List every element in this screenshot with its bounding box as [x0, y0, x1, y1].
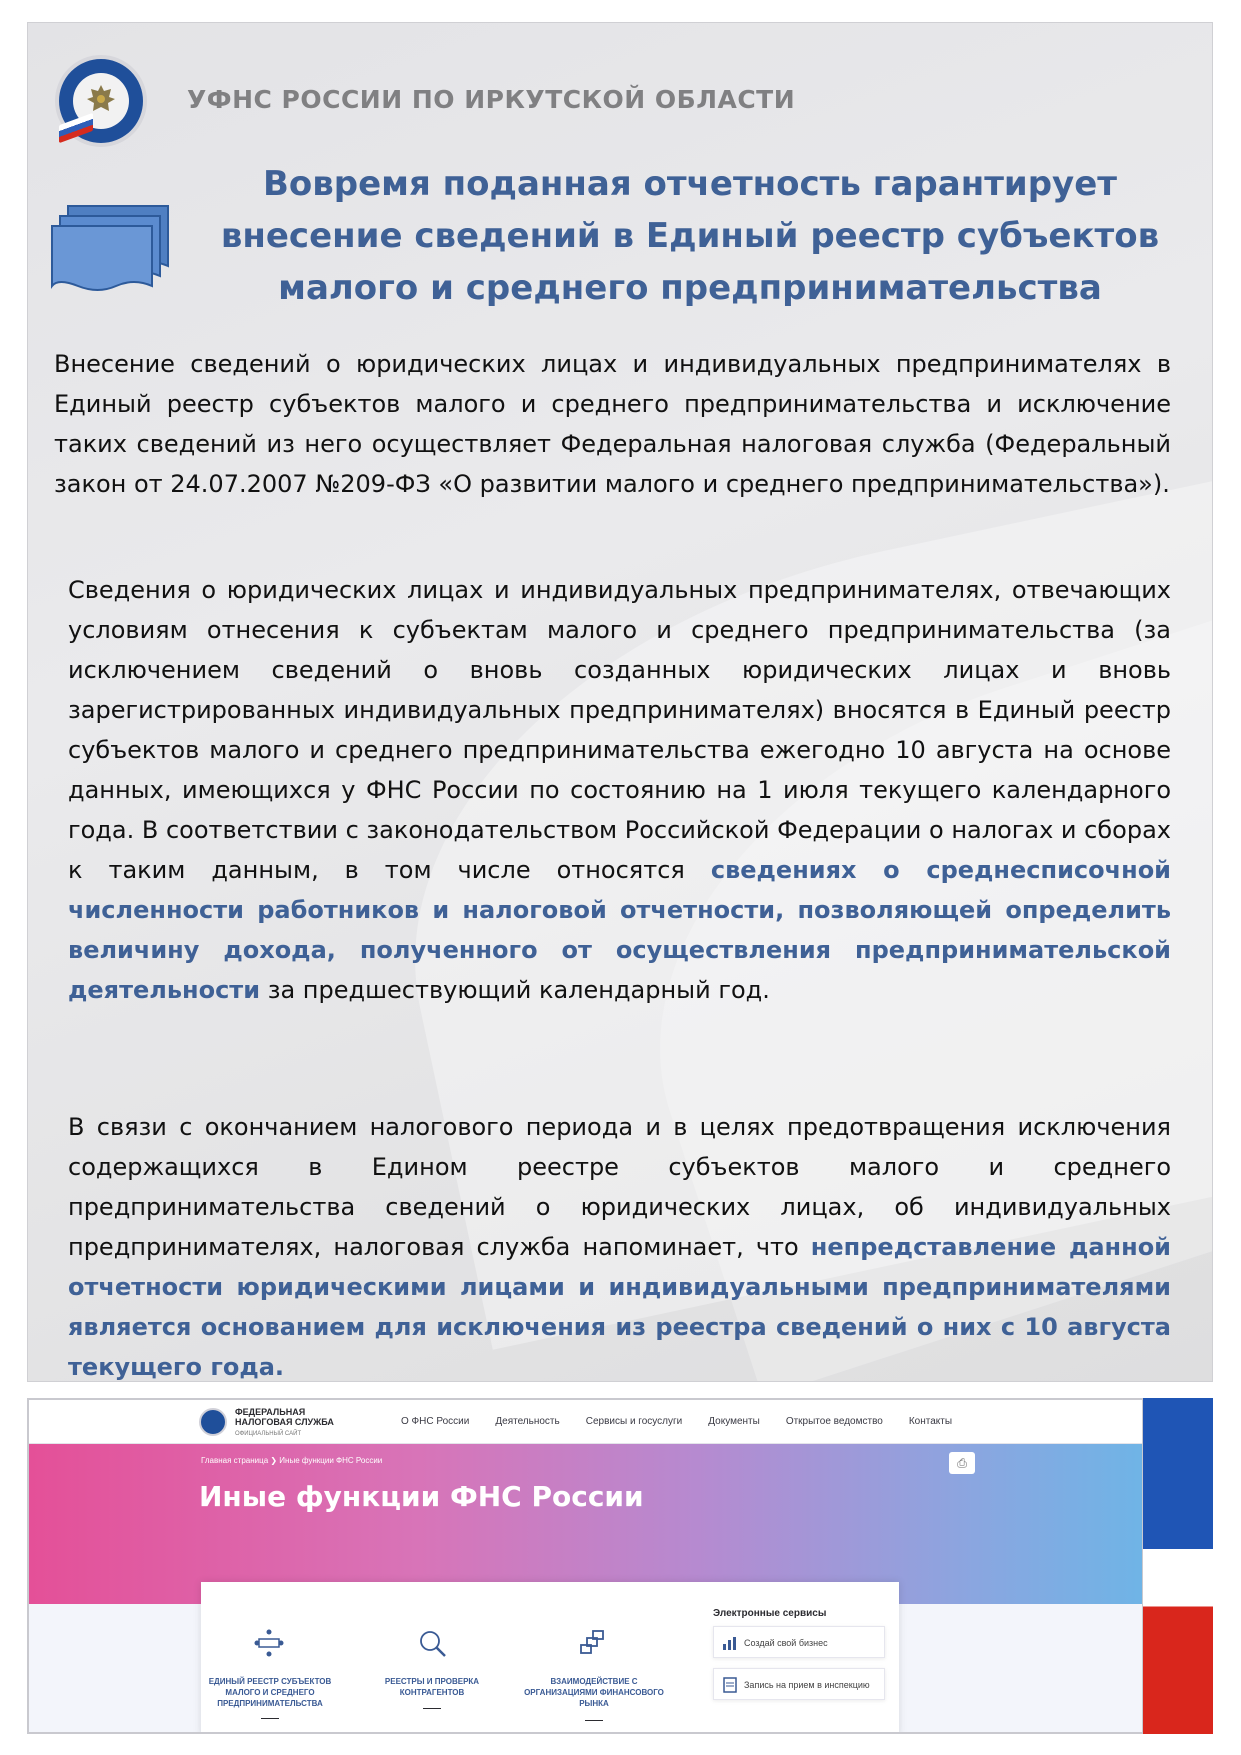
site-logo[interactable] [199, 1408, 227, 1436]
service-registries-check[interactable]: РЕЕСТРЫ И ПРОВЕРКА КОНТРАГЕНТОВ [384, 1677, 480, 1697]
financial-market-icon [579, 1628, 609, 1658]
paragraph-registry-details [68, 570, 1171, 1010]
menu-item-contacts[interactable]: Контакты [908, 1416, 953, 1427]
documents-icon [50, 200, 180, 295]
paragraph-highlight: непредставление данной отчетности юридическими лицами и индивидуальными предпринимателями является основанием для исключения из реестра сведений о них с 10 августа текущего года. [68, 1233, 1171, 1381]
divider [585, 1720, 603, 1721]
paragraph-text: В связи с окончанием налогового периода и в целях предотвращения исключения содержащихся в Едином реестре субъектов малого и среднего предпринимательства сведений о юридических лицах, об индивидуальных предпринимателях, налоговая служба напоминает, что [68, 1113, 1171, 1261]
e-service-appointment[interactable] [713, 1668, 885, 1700]
page-title: Иные функции ФНС России [199, 1480, 644, 1513]
bar-chart-icon [722, 1635, 738, 1651]
paragraph-text: Сведения о юридических лицах и индивидуальных предпринимателях, отвечающих условиям отнесения к субъектам малого и среднего предпринимательства (за исключением сведений о вновь созданных юридических лицах и вновь зарегистрированных индивидуальных предпринимателях) вносятся в Единый реестр субъектов малого и среднего предпринимательства ежегодно 10 августа на основе данных, имеющихся у ФНС России по состоянию на 1 июля текущего календарного года. В соответствии с законодательством Российской Федерации о налогах и сборах к таким данным, в том числе относятся [68, 576, 1171, 884]
site-navbar [29, 1400, 1142, 1444]
page-banner [29, 1444, 1142, 1604]
russian-flag-stripe [1143, 1398, 1213, 1734]
print-button[interactable]: ⎙ [949, 1452, 975, 1474]
msp-registry-icon [254, 1628, 284, 1658]
paragraph-registry-intro: Внесение сведений о юридических лицах и индивидуальных предпринимателях в Единый реестр субъектов малого и среднего предпринимательства и исключение таких сведений из него осуществляет Федеральная налоговая служба (Федеральный закон от 24.07.2007 №209-ФЗ «О развитии малого и среднего предпринимательства»). [54, 350, 1171, 498]
site-name: ФЕДЕРАЛЬНАЯ НАЛОГОВАЯ СЛУЖБА [235, 1407, 334, 1427]
divider [261, 1718, 279, 1719]
headline-line: Вовремя поданная отчетность гарантирует [263, 164, 1117, 204]
divider [423, 1708, 441, 1709]
e-service-label: Запись на прием в инспекцию [744, 1680, 870, 1690]
e-service-label: Создай свой бизнес [744, 1638, 828, 1648]
org-title: УФНС РОССИИ ПО ИРКУТСКОЙ ОБЛАСТИ [187, 85, 796, 114]
menu-item-services[interactable]: Сервисы и госуслуги [585, 1416, 683, 1427]
search-check-icon [417, 1628, 447, 1658]
menu-item-about[interactable]: О ФНС России [401, 1416, 470, 1427]
service-financial-market[interactable]: ВЗАИМОДЕЙСТВИЕ С ОРГАНИЗАЦИЯМИ ФИНАНСОВОГО РЫНКА [524, 1677, 664, 1708]
headline [190, 158, 1190, 314]
menu-item-documents[interactable]: Документы [708, 1416, 760, 1427]
menu-item-open-agency[interactable]: Открытое ведомство [785, 1416, 883, 1427]
paragraph-highlight: сведениях о среднесписочной численности работников и налоговой отчетности, позволяющей определить величину дохода, полученного от осуществления предпринимательской деятельности [68, 856, 1171, 1004]
e-service-create-business[interactable] [713, 1626, 885, 1658]
service-msp-registry[interactable]: ЕДИНЫЙ РЕЕСТР СУБЪЕКТОВ МАЛОГО И СРЕДНЕГО ПРЕДПРИНИМАТЕЛЬСТВА [208, 1677, 332, 1708]
breadcrumb[interactable]: Главная страница ❯ Иные функции ФНС России [201, 1456, 383, 1465]
menu-item-activity[interactable]: Деятельность [495, 1416, 560, 1427]
russian-flag-icon [59, 113, 93, 143]
headline-line: внесение сведений в Единый реестр субъектов [220, 216, 1160, 256]
website-screenshot [27, 1398, 1144, 1734]
paragraph-text: за предшествующий календарный год. [267, 976, 770, 1004]
fns-emblem-logo [55, 55, 147, 147]
paragraph-reminder [68, 1107, 1171, 1387]
site-menu [401, 1416, 952, 1427]
e-services-title: Электронные сервисы [713, 1608, 827, 1619]
document-icon [722, 1677, 738, 1693]
site-subtitle: ОФИЦИАЛЬНЫЙ САЙТ [235, 1431, 302, 1437]
headline-line: малого и среднего предпринимательства [278, 268, 1102, 308]
